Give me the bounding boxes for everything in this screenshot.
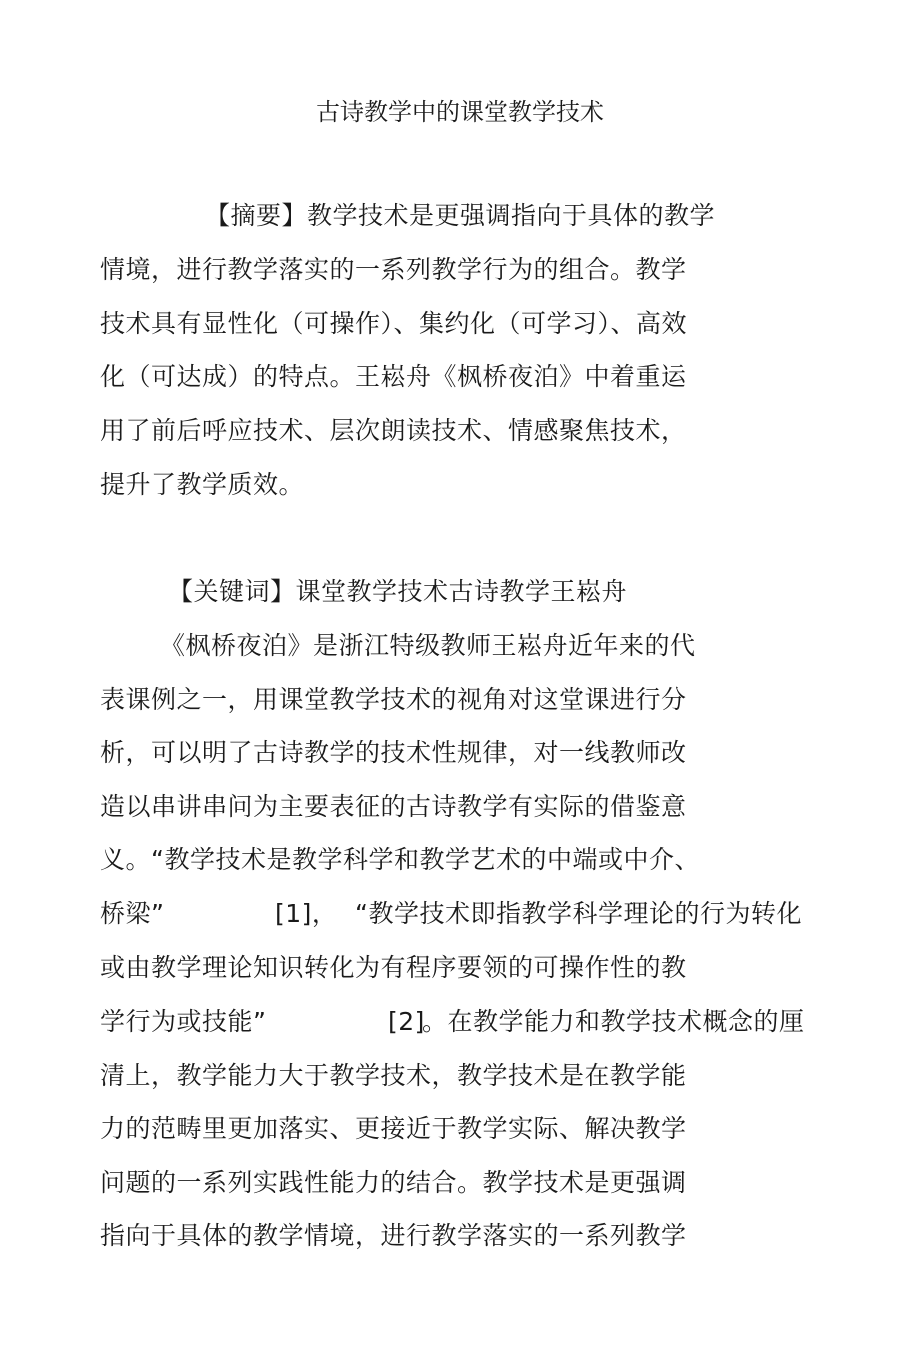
body-line: 《枫桥夜泊》是浙江特级教师王崧舟近年来的代 <box>160 631 696 660</box>
citation-ref-1: [1]， <box>275 899 338 928</box>
body-line: 析，可以明了古诗教学的技术性规律，对一线教师改 <box>100 738 687 767</box>
body-line: 问题的一系列实践性能力的结合。教学技术是更强调 <box>100 1168 687 1197</box>
body-line: 清上，教学能力大于教学技术，教学技术是在教学能 <box>100 1061 687 1090</box>
document-title: 古诗教学中的课堂教学技术 <box>316 98 604 126</box>
body-line: 造以串讲串问为主要表征的古诗教学有实际的借鉴意 <box>100 792 687 821</box>
keywords: 【关键词】课堂教学技术古诗教学王崧舟 <box>168 577 628 606</box>
cite1-after: “教学技术即指教学科学理论的行为转化 <box>355 899 802 928</box>
abstract-line: 提升了教学质效。 <box>100 470 305 499</box>
abstract-line: 用了前后呼应技术、层次朗读技术、情感聚焦技术， <box>100 416 687 445</box>
body-line: 指向于具体的教学情境，进行教学落实的一系列教学 <box>100 1221 687 1250</box>
body-line: 力的范畴里更加落实、更接近于教学实际、解决教学 <box>100 1114 687 1143</box>
cite2-after: 。在教学能力和教学技术概念的厘 <box>422 1007 805 1036</box>
abstract-line: 【摘要】教学技术是更强调指向于具体的教学 <box>205 201 716 230</box>
abstract-line: 情境，进行教学落实的一系列教学行为的组合。教学 <box>100 255 687 284</box>
citation-ref-2: [2] <box>388 1007 425 1036</box>
cite2-before: 学行为或技能” <box>100 1007 267 1036</box>
body-line: 表课例之一，用课堂教学技术的视角对这堂课进行分 <box>100 685 687 714</box>
body-line: 义。“教学技术是教学科学和教学艺术的中端或中介、 <box>100 845 700 874</box>
body-line: 或由教学理论知识转化为有程序要领的可操作性的教 <box>100 953 687 982</box>
abstract-line: 化（可达成）的特点。王崧舟《枫桥夜泊》中着重运 <box>100 362 687 391</box>
cite1-before: 桥梁” <box>100 899 165 928</box>
abstract-line: 技术具有显性化（可操作）、集约化（可学习）、高效 <box>100 309 688 338</box>
